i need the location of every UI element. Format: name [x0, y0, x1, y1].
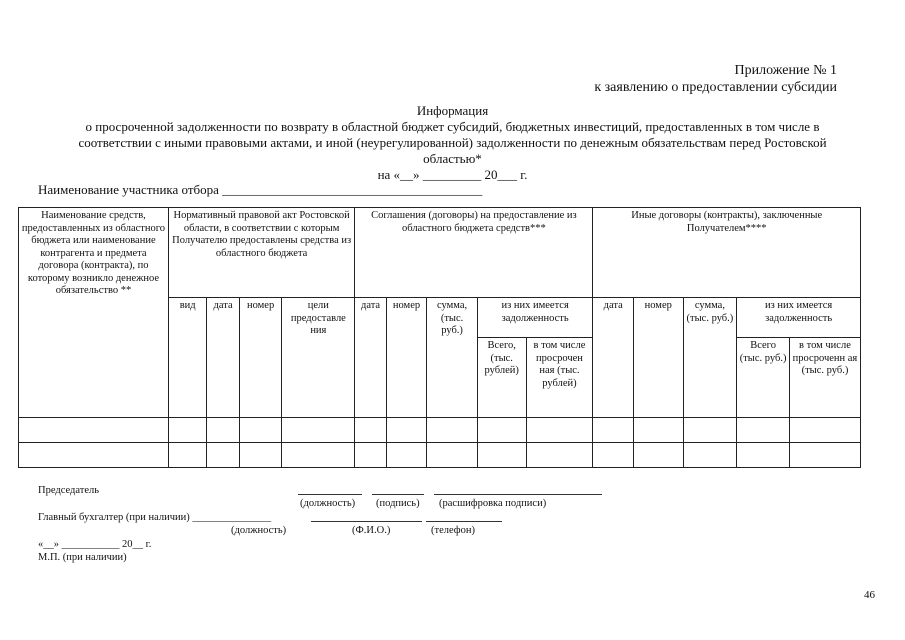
- participant-name-label: Наименование участника отбора ________________________________________: [38, 182, 483, 197]
- header-funds-name: Наименование средств, предоставленных из областного бюджета или наименование контрагента и предмета договора (контракта), по которому возникло денежное обязательство **: [19, 208, 169, 418]
- decoding-caption: (расшифровка подписи): [439, 498, 547, 509]
- signature-caption: (подпись): [376, 498, 420, 509]
- header-contract-date: дата: [593, 298, 634, 418]
- header-act-purpose: цели предоставле ния: [282, 298, 355, 418]
- signing-date-line: «__» ___________ 20__ г.: [38, 539, 152, 550]
- header-agreements: Соглашения (договоры) на предоставление из областного бюджета средств***: [355, 208, 593, 298]
- document-subtitle-line-2: соответствии с иными правовыми актами, и иной (неурегулированной) задолженности по денежным обязательствам перед Ростовской: [78, 135, 827, 150]
- header-contract-debt-overdue: в том числе просроченн ая (тыс. руб.): [789, 338, 860, 418]
- document-heading: Информация: [416, 103, 489, 118]
- header-act-number: номер: [239, 298, 282, 418]
- header-contract-number: номер: [633, 298, 683, 418]
- header-agreement-debt-total: Всего, (тыс. рублей): [477, 338, 526, 418]
- header-legal-act: Нормативный правовой акт Ростовской области, в соответствии с которым Получателю предоставлены средства из областного бюджета: [168, 208, 354, 298]
- stamp-label: М.П. (при наличии): [38, 552, 127, 563]
- phone-line: [426, 521, 502, 522]
- header-other-contracts: Иные договоры (контракты), заключенные Получателем****: [593, 208, 861, 298]
- position-line: [298, 494, 362, 495]
- document-subtitle-line-1: о просроченной задолженности по возврату в областной бюджет субсидий, бюджетных инвестиций, предоставленных в том числе в: [85, 119, 820, 134]
- report-date-line: на «__» _________ 20___ г.: [377, 167, 528, 182]
- header-contract-debt-total: Всего (тыс. руб.): [737, 338, 790, 418]
- header-act-date: дата: [207, 298, 239, 418]
- fio-line: [311, 521, 422, 522]
- debt-information-table: [18, 207, 861, 468]
- header-contract-debt: из них имеется задолженность: [737, 298, 861, 338]
- decoding-line: [434, 494, 602, 495]
- header-agreement-sum: сумма, (тыс. руб.): [427, 298, 478, 418]
- signature-line: [372, 494, 424, 495]
- header-agreement-number: номер: [386, 298, 427, 418]
- position-caption: (должность): [300, 498, 356, 509]
- table-row: [19, 443, 861, 468]
- appendix-line-2: к заявлению о предоставлении субсидии: [594, 80, 837, 95]
- header-act-type: вид: [168, 298, 206, 418]
- header-contract-sum: сумма, (тыс. руб.): [683, 298, 737, 418]
- phone-caption: (телефон): [431, 525, 475, 536]
- chairman-label: Председатель: [38, 485, 100, 496]
- table-row: [19, 418, 861, 443]
- header-agreement-debt-overdue: в том числе просрочен ная (тыс. рублей): [526, 338, 593, 418]
- fio-caption: (Ф.И.О.): [352, 525, 391, 536]
- appendix-line-1: Приложение № 1: [734, 63, 837, 78]
- document-subtitle-line-3: областью*: [423, 151, 482, 166]
- header-agreement-debt: из них имеется задолженность: [477, 298, 593, 338]
- chief-accountant-label: Главный бухгалтер (при наличии) _______________: [38, 512, 272, 523]
- page-number: 46: [864, 589, 875, 601]
- header-agreement-date: дата: [355, 298, 386, 418]
- position-caption-2: (должность): [231, 525, 287, 536]
